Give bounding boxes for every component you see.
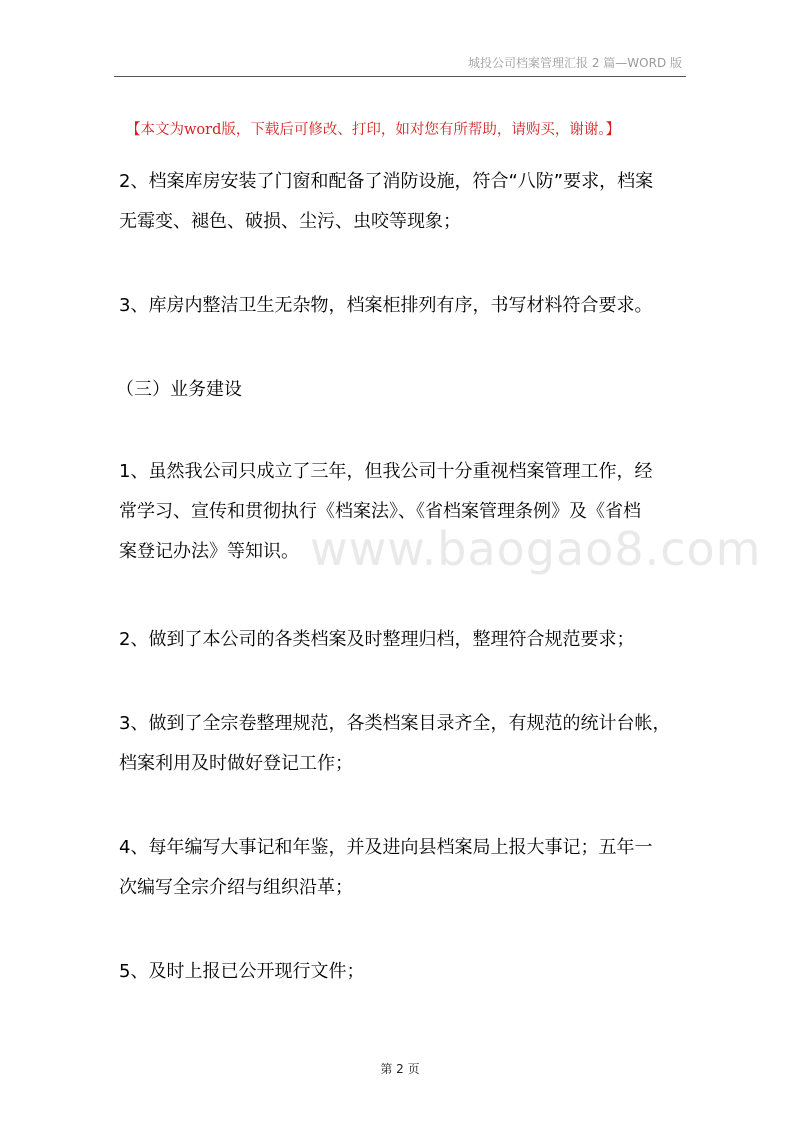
paragraph-line: 3、做到了全宗卷整理规范，各类档案目录齐全，有规范的统计台帐， (119, 713, 671, 734)
paragraph-line: 2、档案库房安装了门窗和配备了消防设施，符合“八防”要求，档案 (119, 171, 654, 192)
paragraph-line: 案登记办法》等知识。 (119, 541, 299, 562)
section-heading-text: （三）业务建设 (116, 379, 242, 400)
paragraph-line: 3、库房内整洁卫生无杂物，档案柜排列有序，书写材料符合要求。 (119, 295, 653, 316)
purchase-notice: 【本文为word版，下载后可修改、打印，如对您有所帮助，请购买，谢谢。】 (126, 122, 621, 138)
paragraph-line: 2、做到了本公司的各类档案及时整理归档，整理符合规范要求； (119, 629, 635, 650)
paragraph-line: 4、每年编写大事记和年鉴，并及进向县档案局上报大事记；五年一 (119, 837, 653, 858)
watermark: www.baogao8.com (310, 522, 762, 576)
paragraph-item-4-business (119, 828, 685, 908)
paragraph-item-3-business (119, 704, 685, 784)
paragraph-item-1-business (119, 452, 685, 572)
paragraph-line: 常学习、宣传和贯彻执行《档案法》、《省档案管理条例》及《省档 (119, 501, 641, 522)
paragraph-line: 1、虽然我公司只成立了三年，但我公司十分重视档案管理工作，经 (119, 461, 653, 482)
page-number: 第 2 页 (380, 1062, 420, 1076)
paragraph-item-2-business (119, 620, 685, 660)
header-title: 城投公司档案管理汇报 2 篇—WORD 版 (468, 56, 682, 70)
section-heading (116, 370, 682, 410)
paragraph-line: 次编写全宗介绍与组织沿革； (119, 877, 353, 898)
paragraph-item-3-storage (119, 286, 685, 326)
paragraph-line: 档案利用及时做好登记工作； (119, 753, 353, 774)
paragraph-line: 无霉变、褪色、破损、尘污、虫咬等现象； (119, 211, 461, 232)
paragraph-line: 5、及时上报已公开现行文件； (119, 961, 365, 982)
paragraph-item-2-storage (119, 162, 685, 242)
header-divider (114, 76, 686, 77)
paragraph-item-5-business (119, 952, 685, 992)
